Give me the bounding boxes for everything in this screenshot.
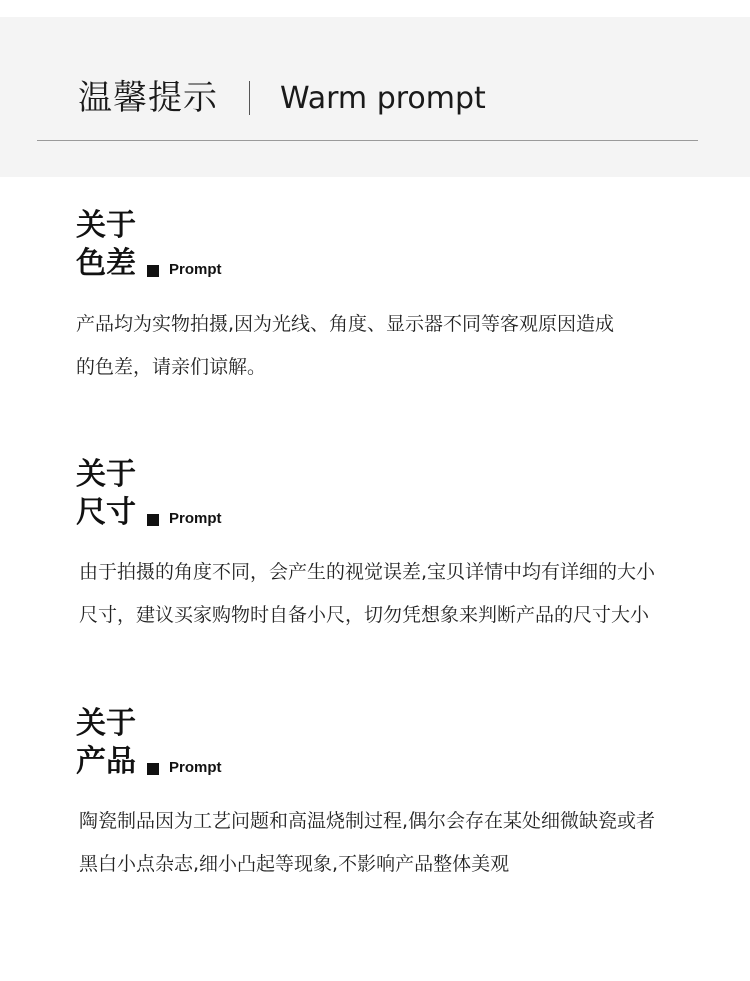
section-title: 尺寸 [76,495,136,530]
section-title: 色差 [76,246,136,281]
section-about-label: 关于 [76,457,136,492]
square-bullet-icon [147,265,159,277]
section-title-row [76,245,222,285]
section-body-line: 的色差，请亲们谅解。 [76,356,267,378]
section-body-line: 黑白小点杂志,细小凸起等现象,不影响产品整体美观 [79,853,510,875]
square-bullet-icon [147,763,159,775]
section-about-label: 关于 [76,706,136,741]
section-prompt-label: Prompt [169,510,222,527]
section-title-row [76,494,222,534]
section-body-line: 陶瓷制品因为工艺问题和高温烧制过程,偶尔会存在某处细微缺瓷或者 [79,810,656,832]
section-body-line: 产品均为实物拍摄,因为光线、角度、显示器不同等客观原因造成 [76,313,615,335]
section-body-line: 尺寸，建议买家购物时自备小尺，切勿凭想象来判断产品的尺寸大小 [79,604,650,626]
section-title: 产品 [76,744,136,779]
section-prompt-label: Prompt [169,261,222,278]
header-vertical-divider [249,81,250,115]
header-banner [0,17,750,177]
top-strip [0,0,750,17]
section-title-row [76,743,222,783]
header-title-zh: 温馨提示 [78,78,218,118]
header-rule [37,140,698,141]
section-about-label: 关于 [76,208,136,243]
section-body-line: 由于拍摄的角度不同，会产生的视觉误差,宝贝详情中均有详细的大小 [79,561,656,583]
square-bullet-icon [147,514,159,526]
section-prompt-label: Prompt [169,759,222,776]
header-title-en: Warm prompt [280,81,486,116]
